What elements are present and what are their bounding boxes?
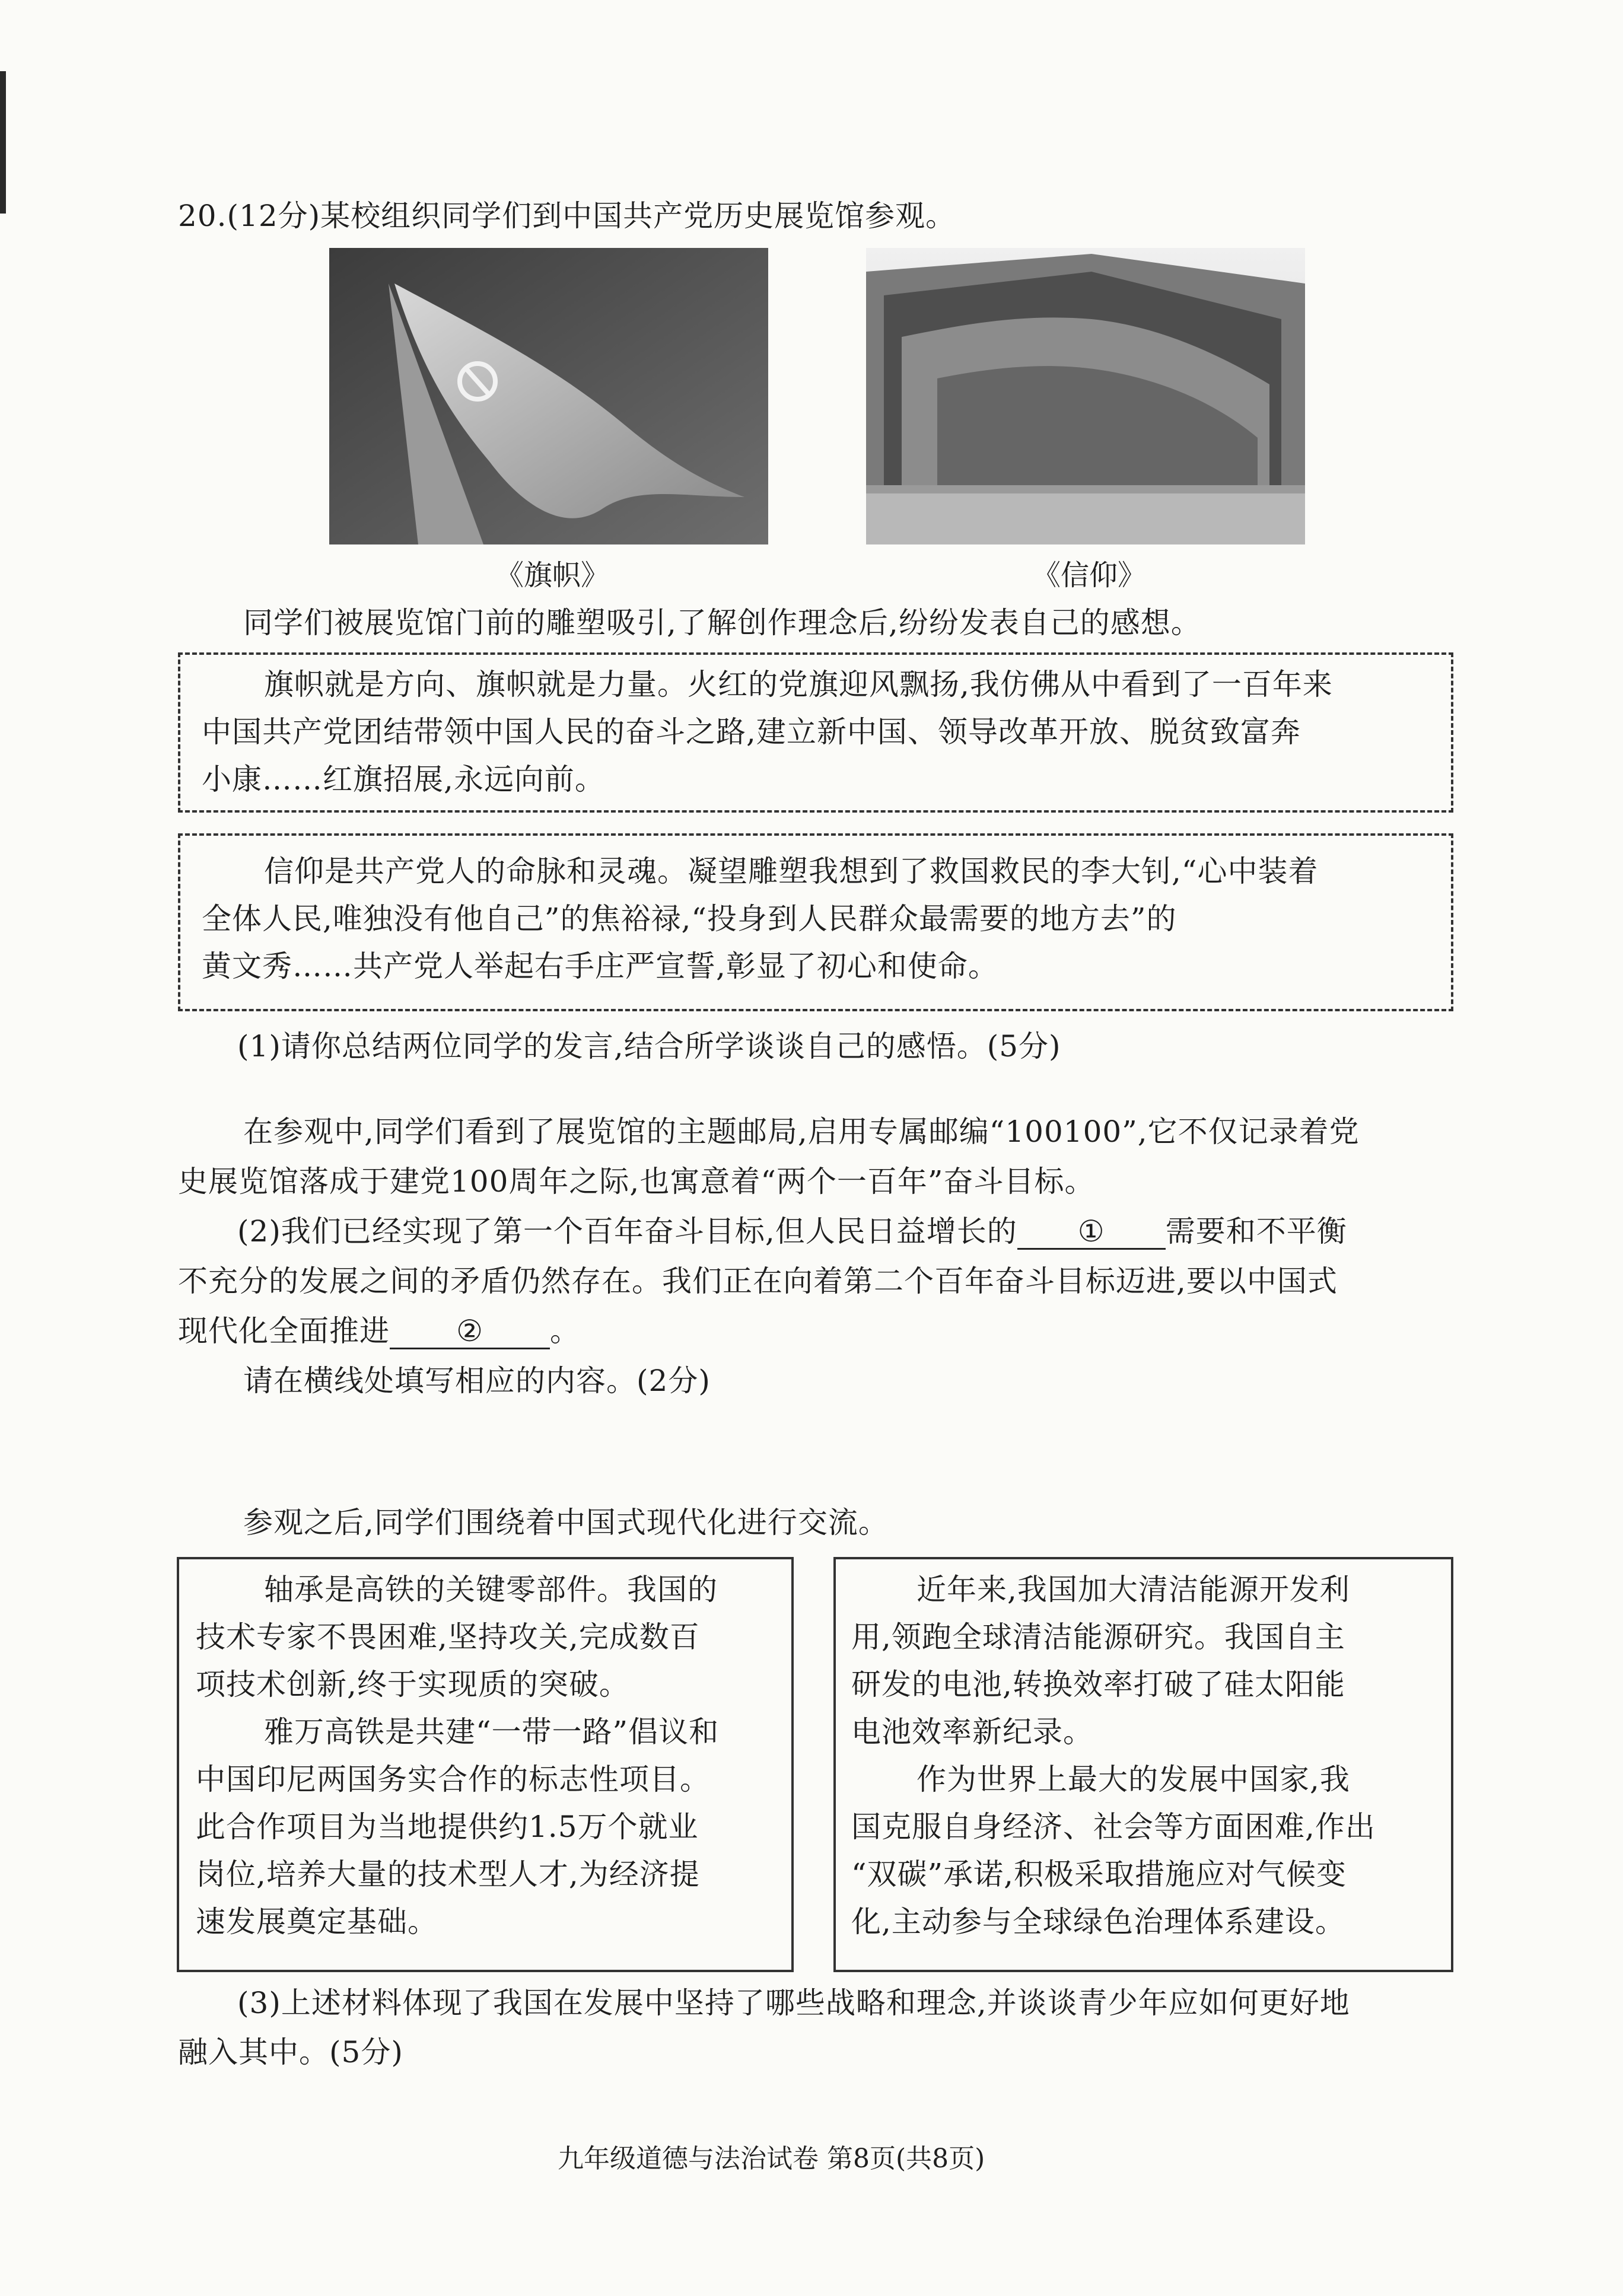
- right-box-line: 化,主动参与全球绿色治理体系建设。: [851, 1905, 1345, 1939]
- right-box-line: 研发的电池,转换效率打破了硅太阳能: [851, 1667, 1345, 1702]
- answer-blank-2[interactable]: ②: [390, 1314, 550, 1349]
- left-box-line: 雅万高铁是共建“一带一路”倡议和: [264, 1715, 720, 1749]
- left-box-line: 速发展奠定基础。: [196, 1905, 438, 1939]
- right-box-line: “双碳”承诺,积极采取措施应对气候变: [851, 1857, 1347, 1891]
- q2-text: 需要和不平衡: [1165, 1214, 1347, 1249]
- sub-question-3-line: 融入其中。(5分): [178, 2035, 403, 2069]
- left-box-line: 项技术创新,终于实现质的突破。: [196, 1667, 629, 1702]
- box1-line: 旗帜就是方向、旗帜就是力量。火红的党旗迎风飘扬,我仿佛从中看到了一百年来: [264, 667, 1333, 702]
- sub-question-2-instruction: 请在横线处填写相应的内容。(2分): [243, 1364, 711, 1398]
- paragraph-2-line: 史展览馆落成于建党100周年之际,也寓意着“两个一百年”奋斗目标。: [178, 1164, 1095, 1199]
- left-box-line: 此合作项目为当地提供约1.5万个就业: [196, 1810, 699, 1844]
- intro-text: 同学们被展览馆门前的雕塑吸引,了解创作理念后,纷纷发表自己的感想。: [243, 606, 1201, 640]
- page-footer: 九年级道德与法治试卷 第8页(共8页): [558, 2144, 985, 2174]
- sub-question-1: (1)请你总结两位同学的发言,结合所学谈谈自己的感悟。(5分): [237, 1029, 1061, 1063]
- paragraph-2-line: 在参观中,同学们看到了展览馆的主题邮局,启用专属邮编“100100”,它不仅记录着党: [243, 1114, 1360, 1149]
- q2-text: 现代化全面推进: [178, 1314, 390, 1348]
- left-box-line: 轴承是高铁的关键零部件。我国的: [264, 1572, 718, 1607]
- scan-edge-mark: [0, 71, 6, 214]
- sub-question-3-line: (3)上述材料体现了我国在发展中坚持了哪些战略和理念,并谈谈青少年应如何更好地: [237, 1986, 1350, 2020]
- question-title: 20.(12分)某校组织同学们到中国共产党历史展览馆参观。: [178, 199, 956, 233]
- box2-line: 信仰是共产党人的命脉和灵魂。凝望雕塑我想到了救国救民的李大钊,“心中装着: [264, 854, 1319, 889]
- q2-text: 。: [550, 1314, 580, 1348]
- right-box-line: 作为世界上最大的发展中国家,我: [916, 1762, 1350, 1797]
- flag-caption: 《旗帜》: [495, 559, 610, 592]
- faith-caption: 《信仰》: [1032, 559, 1147, 592]
- paragraph-3: 参观之后,同学们围绕着中国式现代化进行交流。: [243, 1505, 889, 1540]
- sub-question-2-line-3: [178, 1312, 580, 1350]
- box1-line: 中国共产党团结带领中国人民的奋斗之路,建立新中国、领导改革开放、脱贫致富奔: [202, 715, 1301, 749]
- left-box-line: 中国印尼两国务实合作的标志性项目。: [196, 1762, 710, 1797]
- box2-line: 黄文秀……共产党人举起右手庄严宣誓,彰显了初心和使命。: [202, 949, 998, 983]
- flag-sculpture-photo: [329, 248, 768, 544]
- q2-text: (2)我们已经实现了第一个百年奋斗目标,但人民日益增长的: [237, 1214, 1017, 1249]
- left-box-line: 技术专家不畏困难,坚持攻关,完成数百: [196, 1620, 700, 1654]
- right-box-line: 电池效率新纪录。: [851, 1715, 1093, 1749]
- faith-sculpture-photo: [866, 248, 1305, 544]
- faith-sculpture-icon: [866, 248, 1305, 544]
- box2-line: 全体人民,唯独没有他自己”的焦裕禄,“投身到人民群众最需要的地方去”的: [202, 902, 1177, 936]
- flag-sculpture-icon: [329, 248, 768, 544]
- sub-question-2-line-2: 不充分的发展之间的矛盾仍然存在。我们正在向着第二个百年奋斗目标迈进,要以中国式: [178, 1264, 1338, 1298]
- sub-question-2-line-1: [237, 1212, 1347, 1250]
- right-box-line: 近年来,我国加大清洁能源开发利: [916, 1572, 1350, 1607]
- right-box-line: 国克服自身经济、社会等方面困难,作出: [851, 1810, 1376, 1844]
- box1-line: 小康……红旗招展,永远向前。: [202, 762, 605, 797]
- left-box-line: 岗位,培养大量的技术型人才,为经济提: [196, 1857, 700, 1891]
- right-box-line: 用,领跑全球清洁能源研究。我国自主: [851, 1620, 1345, 1654]
- answer-blank-1[interactable]: ①: [1017, 1215, 1166, 1250]
